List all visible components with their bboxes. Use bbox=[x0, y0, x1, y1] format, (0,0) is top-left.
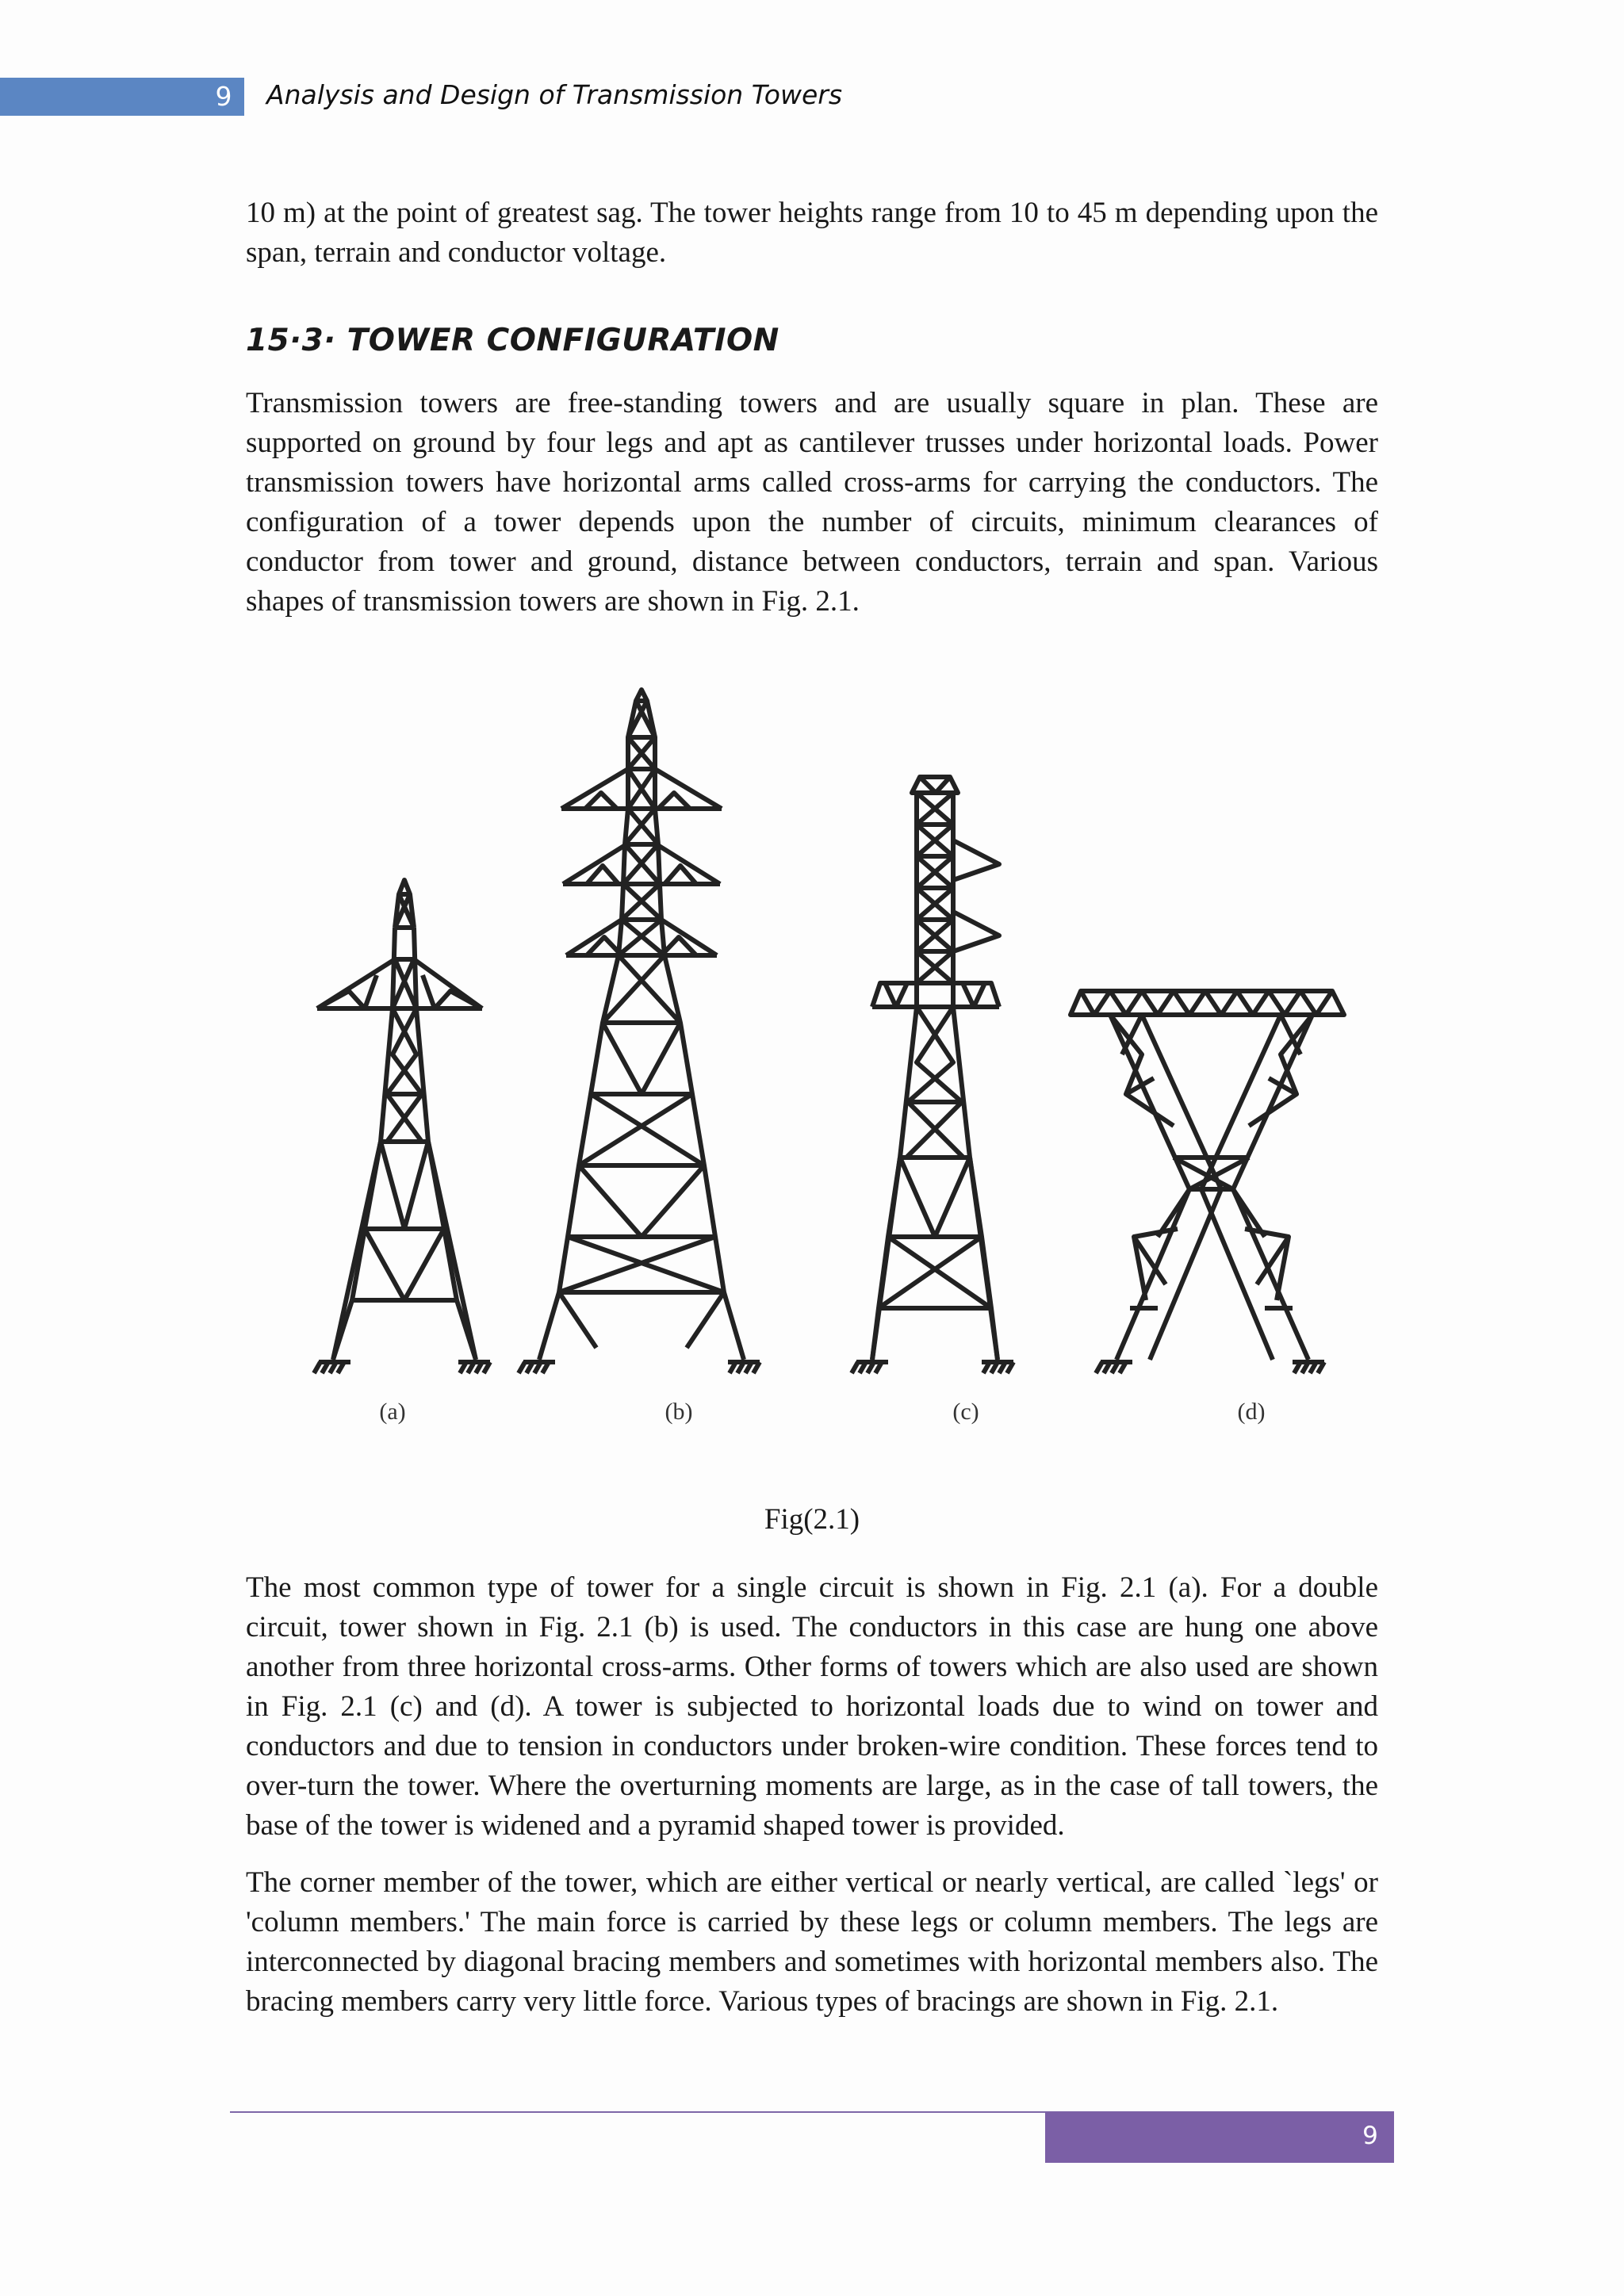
header-page-number: 9 bbox=[215, 81, 232, 112]
figure-label-c: (c) bbox=[952, 1399, 979, 1425]
tower-d-drawing bbox=[1071, 991, 1344, 1373]
paragraph-1: 10 m) at the point of greatest sag. The tower heights range from 10 to 45 m depending upon the span, terrain and conductor voltage. bbox=[246, 197, 1378, 269]
figure-caption: Fig(2.1) bbox=[764, 1503, 860, 1536]
footer-bar bbox=[1045, 2112, 1394, 2163]
tower-c-drawing bbox=[852, 777, 1013, 1373]
paragraph-4: The corner member of the tower, which are either vertical or nearly vertical, are called `legs' or 'column members.' The main force is carried by these legs or column members. The legs are interconnected by diagonal bracing members and sometimes with horizontal members also. The bracing members carry very little force. Various types of bracings are shown in Fig. 2.1. bbox=[246, 1866, 1378, 2018]
figure-label-a: (a) bbox=[379, 1399, 406, 1425]
figure-label-b: (b) bbox=[665, 1399, 693, 1425]
paragraph-3: The most common type of tower for a single circuit is shown in Fig. 2.1 (a). For a double circuit, tower shown in Fig. 2.1 (b) is used. The conductors in this case are hung one above another from three horizontal cross-arms. Other forms of towers which are also used are shown in Fig. 2.1 (c) and (d). A tower is subjected to horizontal loads due to wind on tower and conductors and due to tension in conductors under broken-wire condition. These forces tend to over-turn the tower. Where the overturning moments are large, as in the case of tall towers, the base of the tower is widened and a pyramid shaped tower is provided. bbox=[246, 1571, 1378, 1842]
running-title: Analysis and Design of Transmission Towers bbox=[266, 79, 843, 110]
footer-page-number: 9 bbox=[1362, 2122, 1378, 2150]
figure-label-d: (d) bbox=[1237, 1399, 1266, 1425]
section-heading: 15·3· TOWER CONFIGURATION bbox=[246, 323, 779, 358]
paragraph-2: Transmission towers are free-standing towers and are usually square in plan. These are supported on ground by four legs and apt as cantilever trusses under horizontal loads. Power transmission towers have horizontal arms called cross-arms for carrying the conductors. The configuration of a tower depends upon the number of circuits, minimum clearances of conductor from tower and ground, distance between conductors, terrain and span. Various shapes of transmission towers are shown in Fig. 2.1. bbox=[246, 387, 1378, 618]
tower-b-drawing bbox=[519, 690, 760, 1373]
tower-figure bbox=[285, 682, 1396, 1451]
tower-a-drawing bbox=[314, 880, 490, 1373]
